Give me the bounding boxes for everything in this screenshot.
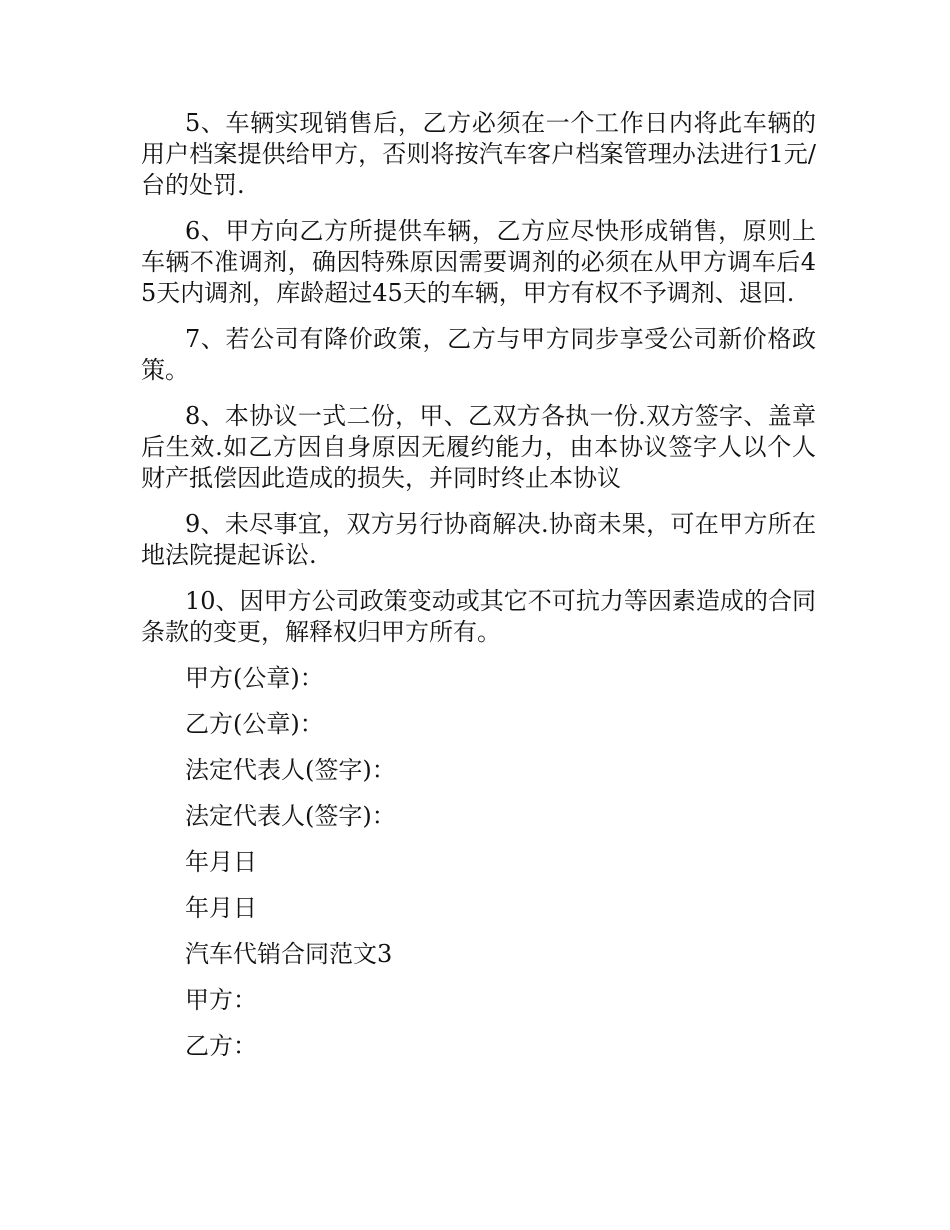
legal-rep-b-line: 法定代表人(签字)： (185, 802, 396, 830)
section-title: 汽车代销合同范文3 (185, 940, 393, 968)
clause-7: 7、若公司有降价政策，乙方与甲方同步享受公司新价格政策。 (141, 325, 816, 384)
date-a-line: 年月日 (185, 848, 257, 876)
document-page (141, 108, 816, 1077)
party-a-seal-line: 甲方(公章)： (185, 664, 324, 692)
legal-rep-a-line: 法定代表人(签字)： (185, 756, 396, 784)
clause-9: 9、未尽事宜，双方另行协商解决.协商未果，可在甲方所在地法院提起诉讼. (141, 510, 816, 569)
clause-5: 5、车辆实现销售后，乙方必须在一个工作日内将此车辆的用户档案提供给甲方，否则将按汽车客户档案管理办法进行1元/台的处罚. (141, 109, 816, 199)
party-a-line: 甲方： (185, 986, 257, 1014)
party-b-seal-line: 乙方(公章)： (185, 710, 324, 738)
party-b-line: 乙方： (185, 1032, 257, 1060)
clause-10: 10、因甲方公司政策变动或其它不可抗力等因素造成的合同条款的变更，解释权归甲方所有。 (141, 587, 816, 646)
clause-8: 8、本协议一式二份，甲、乙双方各执一份.双方签字、盖章后生效.如乙方因自身原因无履约能力，由本协议签字人以个人财产抵偿因此造成的损失，并同时终止本协议 (141, 402, 816, 492)
date-b-line: 年月日 (185, 894, 257, 922)
clause-6: 6、甲方向乙方所提供车辆，乙方应尽快形成销售，原则上车辆不准调剂，确因特殊原因需要调剂的必须在从甲方调车后45天内调剂，库龄超过45天的车辆，甲方有权不予调剂、退回. (141, 217, 816, 307)
